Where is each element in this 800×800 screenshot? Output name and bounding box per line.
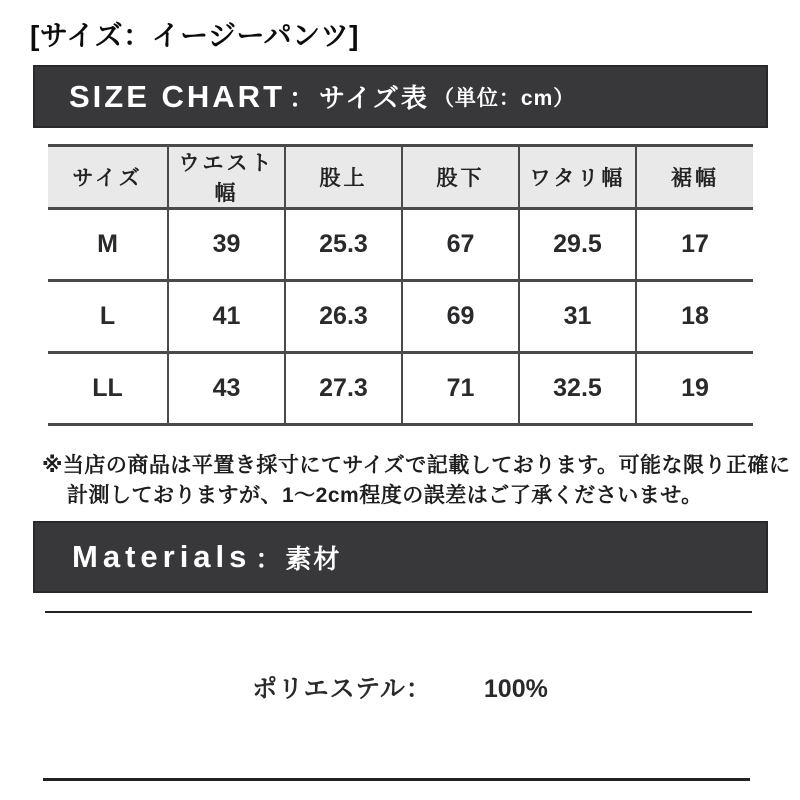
size-table [48, 144, 753, 426]
table-row-l [48, 281, 753, 353]
cell-waist: 39 [168, 209, 285, 281]
materials-banner [33, 521, 768, 593]
col-header-size: サイズ [48, 146, 168, 209]
size-chart-heading-sep: ： [289, 83, 316, 113]
size-chart-banner [33, 65, 768, 128]
col-header-waist: ウエスト幅 [168, 146, 285, 209]
cell-hem: 18 [636, 281, 753, 353]
material-value: 100% [483, 675, 548, 703]
cell-size: M [48, 209, 168, 281]
cell-rise: 25.3 [285, 209, 402, 281]
col-header-inseam: 股下 [402, 146, 519, 209]
cell-hem: 19 [636, 353, 753, 425]
size-chart-heading-en: SIZE CHART [69, 78, 285, 114]
cell-rise: 27.3 [285, 353, 402, 425]
size-table-header-row [48, 146, 753, 209]
col-header-hem: 裾幅 [636, 146, 753, 209]
cell-size: L [48, 281, 168, 353]
size-chart-heading-ja: サイズ表 [319, 83, 429, 113]
cell-inseam: 67 [402, 209, 519, 281]
cell-size: LL [48, 353, 168, 425]
cell-thigh: 29.5 [519, 209, 636, 281]
measurement-note-line2: 計測しておりますが、1〜2cm程度の誤差はご了承くださいませ。 [67, 484, 703, 507]
col-header-rise: 股上 [285, 146, 402, 209]
cell-rise: 26.3 [285, 281, 402, 353]
measurement-note [42, 451, 791, 511]
measurement-note-line1: ※当店の商品は平置き採寸にてサイズで記載しております。可能な限り正確に [42, 454, 791, 477]
table-row-ll [48, 353, 753, 425]
page-title: [サイズ：イージーパンツ] [30, 20, 359, 51]
table-row-m [48, 209, 753, 281]
material-name: ポリエステル： [252, 675, 432, 703]
materials-heading-ja: 素材 [285, 543, 342, 574]
cell-waist: 41 [168, 281, 285, 353]
cell-inseam: 69 [402, 281, 519, 353]
col-header-thigh: ワタリ幅 [519, 146, 636, 209]
cell-thigh: 32.5 [519, 353, 636, 425]
materials-heading-en: Materials [72, 539, 252, 574]
cell-thigh: 31 [519, 281, 636, 353]
cell-inseam: 71 [402, 353, 519, 425]
materials-bottom-divider [43, 778, 750, 781]
composition-row [0, 669, 800, 705]
cell-waist: 43 [168, 353, 285, 425]
cell-hem: 17 [636, 209, 753, 281]
materials-top-divider [45, 611, 752, 613]
materials-heading-sep: ： [255, 543, 282, 574]
size-chart-heading-unit: （単位：cm） [432, 86, 576, 110]
